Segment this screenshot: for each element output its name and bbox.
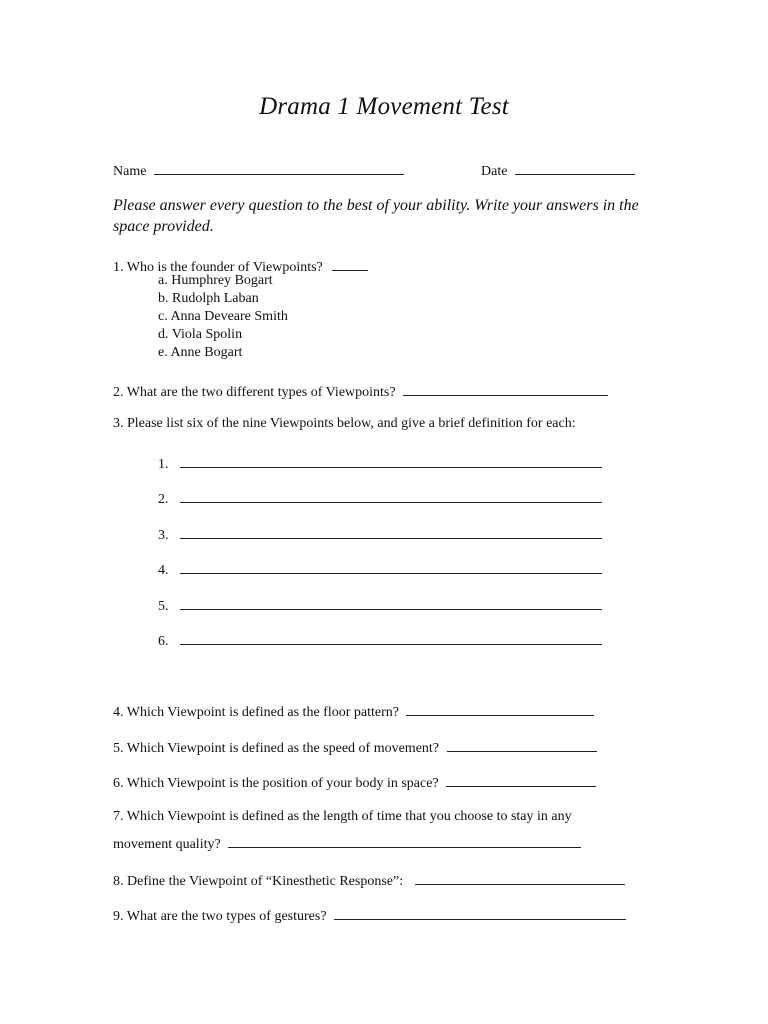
question-1-answer[interactable] <box>332 256 368 271</box>
question-4-answer[interactable] <box>406 701 594 716</box>
question-4-text: 4. Which Viewpoint is defined as the floor pattern? <box>113 705 399 720</box>
question-2-answer[interactable] <box>403 381 608 396</box>
date-row <box>481 160 635 180</box>
list-number: 2. <box>158 492 169 507</box>
list-number: 3. <box>158 528 169 543</box>
option-c: c. Anna Deveare Smith <box>158 309 288 324</box>
question-5-answer[interactable] <box>447 737 597 752</box>
list-answer-line[interactable] <box>180 524 602 539</box>
question-9-answer[interactable] <box>334 905 626 920</box>
question-7-text-2: movement quality? <box>113 837 221 852</box>
list-item <box>158 488 602 508</box>
question-2 <box>113 381 608 401</box>
question-8-answer[interactable] <box>415 870 625 885</box>
question-4 <box>113 701 594 721</box>
question-5 <box>113 737 597 757</box>
list-answer-line[interactable] <box>180 595 602 610</box>
list-item <box>158 559 602 579</box>
question-2-text: 2. What are the two different types of Viewpoints? <box>113 385 396 400</box>
name-row <box>113 160 404 180</box>
question-7-continued <box>113 833 581 853</box>
option-e: e. Anne Bogart <box>158 345 243 360</box>
name-label: Name <box>113 164 147 179</box>
list-answer-line[interactable] <box>180 630 602 645</box>
list-item <box>158 595 602 615</box>
date-label: Date <box>481 164 508 179</box>
list-number: 5. <box>158 599 169 614</box>
list-item <box>158 630 602 650</box>
option-d: d. Viola Spolin <box>158 327 243 342</box>
question-9-text: 9. What are the two types of gestures? <box>113 909 327 924</box>
list-answer-line[interactable] <box>180 488 602 503</box>
question-6-text: 6. Which Viewpoint is the position of your body in space? <box>113 776 439 791</box>
list-answer-line[interactable] <box>180 453 602 468</box>
list-item <box>158 453 602 473</box>
question-7: 7. Which Viewpoint is defined as the length of time that you choose to stay in any <box>113 809 572 824</box>
option-b: b. Rudolph Laban <box>158 291 259 306</box>
question-9 <box>113 905 626 925</box>
list-number: 6. <box>158 634 169 649</box>
question-6-answer[interactable] <box>446 772 596 787</box>
question-3: 3. Please list six of the nine Viewpoints below, and give a brief definition for each: <box>113 416 576 431</box>
question-6 <box>113 772 596 792</box>
question-5-text: 5. Which Viewpoint is defined as the speed of movement? <box>113 741 440 756</box>
question-8-text: 8. Define the Viewpoint of “Kinesthetic Response”: <box>113 874 404 889</box>
name-field[interactable] <box>154 160 404 175</box>
question-8 <box>113 870 625 890</box>
page-title: Drama 1 Movement Test <box>259 93 509 120</box>
date-field[interactable] <box>515 160 635 175</box>
option-a: a. Humphrey Bogart <box>158 273 273 288</box>
question-1-text: 1. Who is the founder of Viewpoints? <box>113 260 323 275</box>
instructions: Please answer every question to the best of your ability. Write your answers in the space provided. <box>113 197 639 235</box>
list-number: 4. <box>158 563 169 578</box>
list-item <box>158 524 602 544</box>
list-answer-line[interactable] <box>180 559 602 574</box>
question-7-answer[interactable] <box>228 833 581 848</box>
list-number: 1. <box>158 457 169 472</box>
